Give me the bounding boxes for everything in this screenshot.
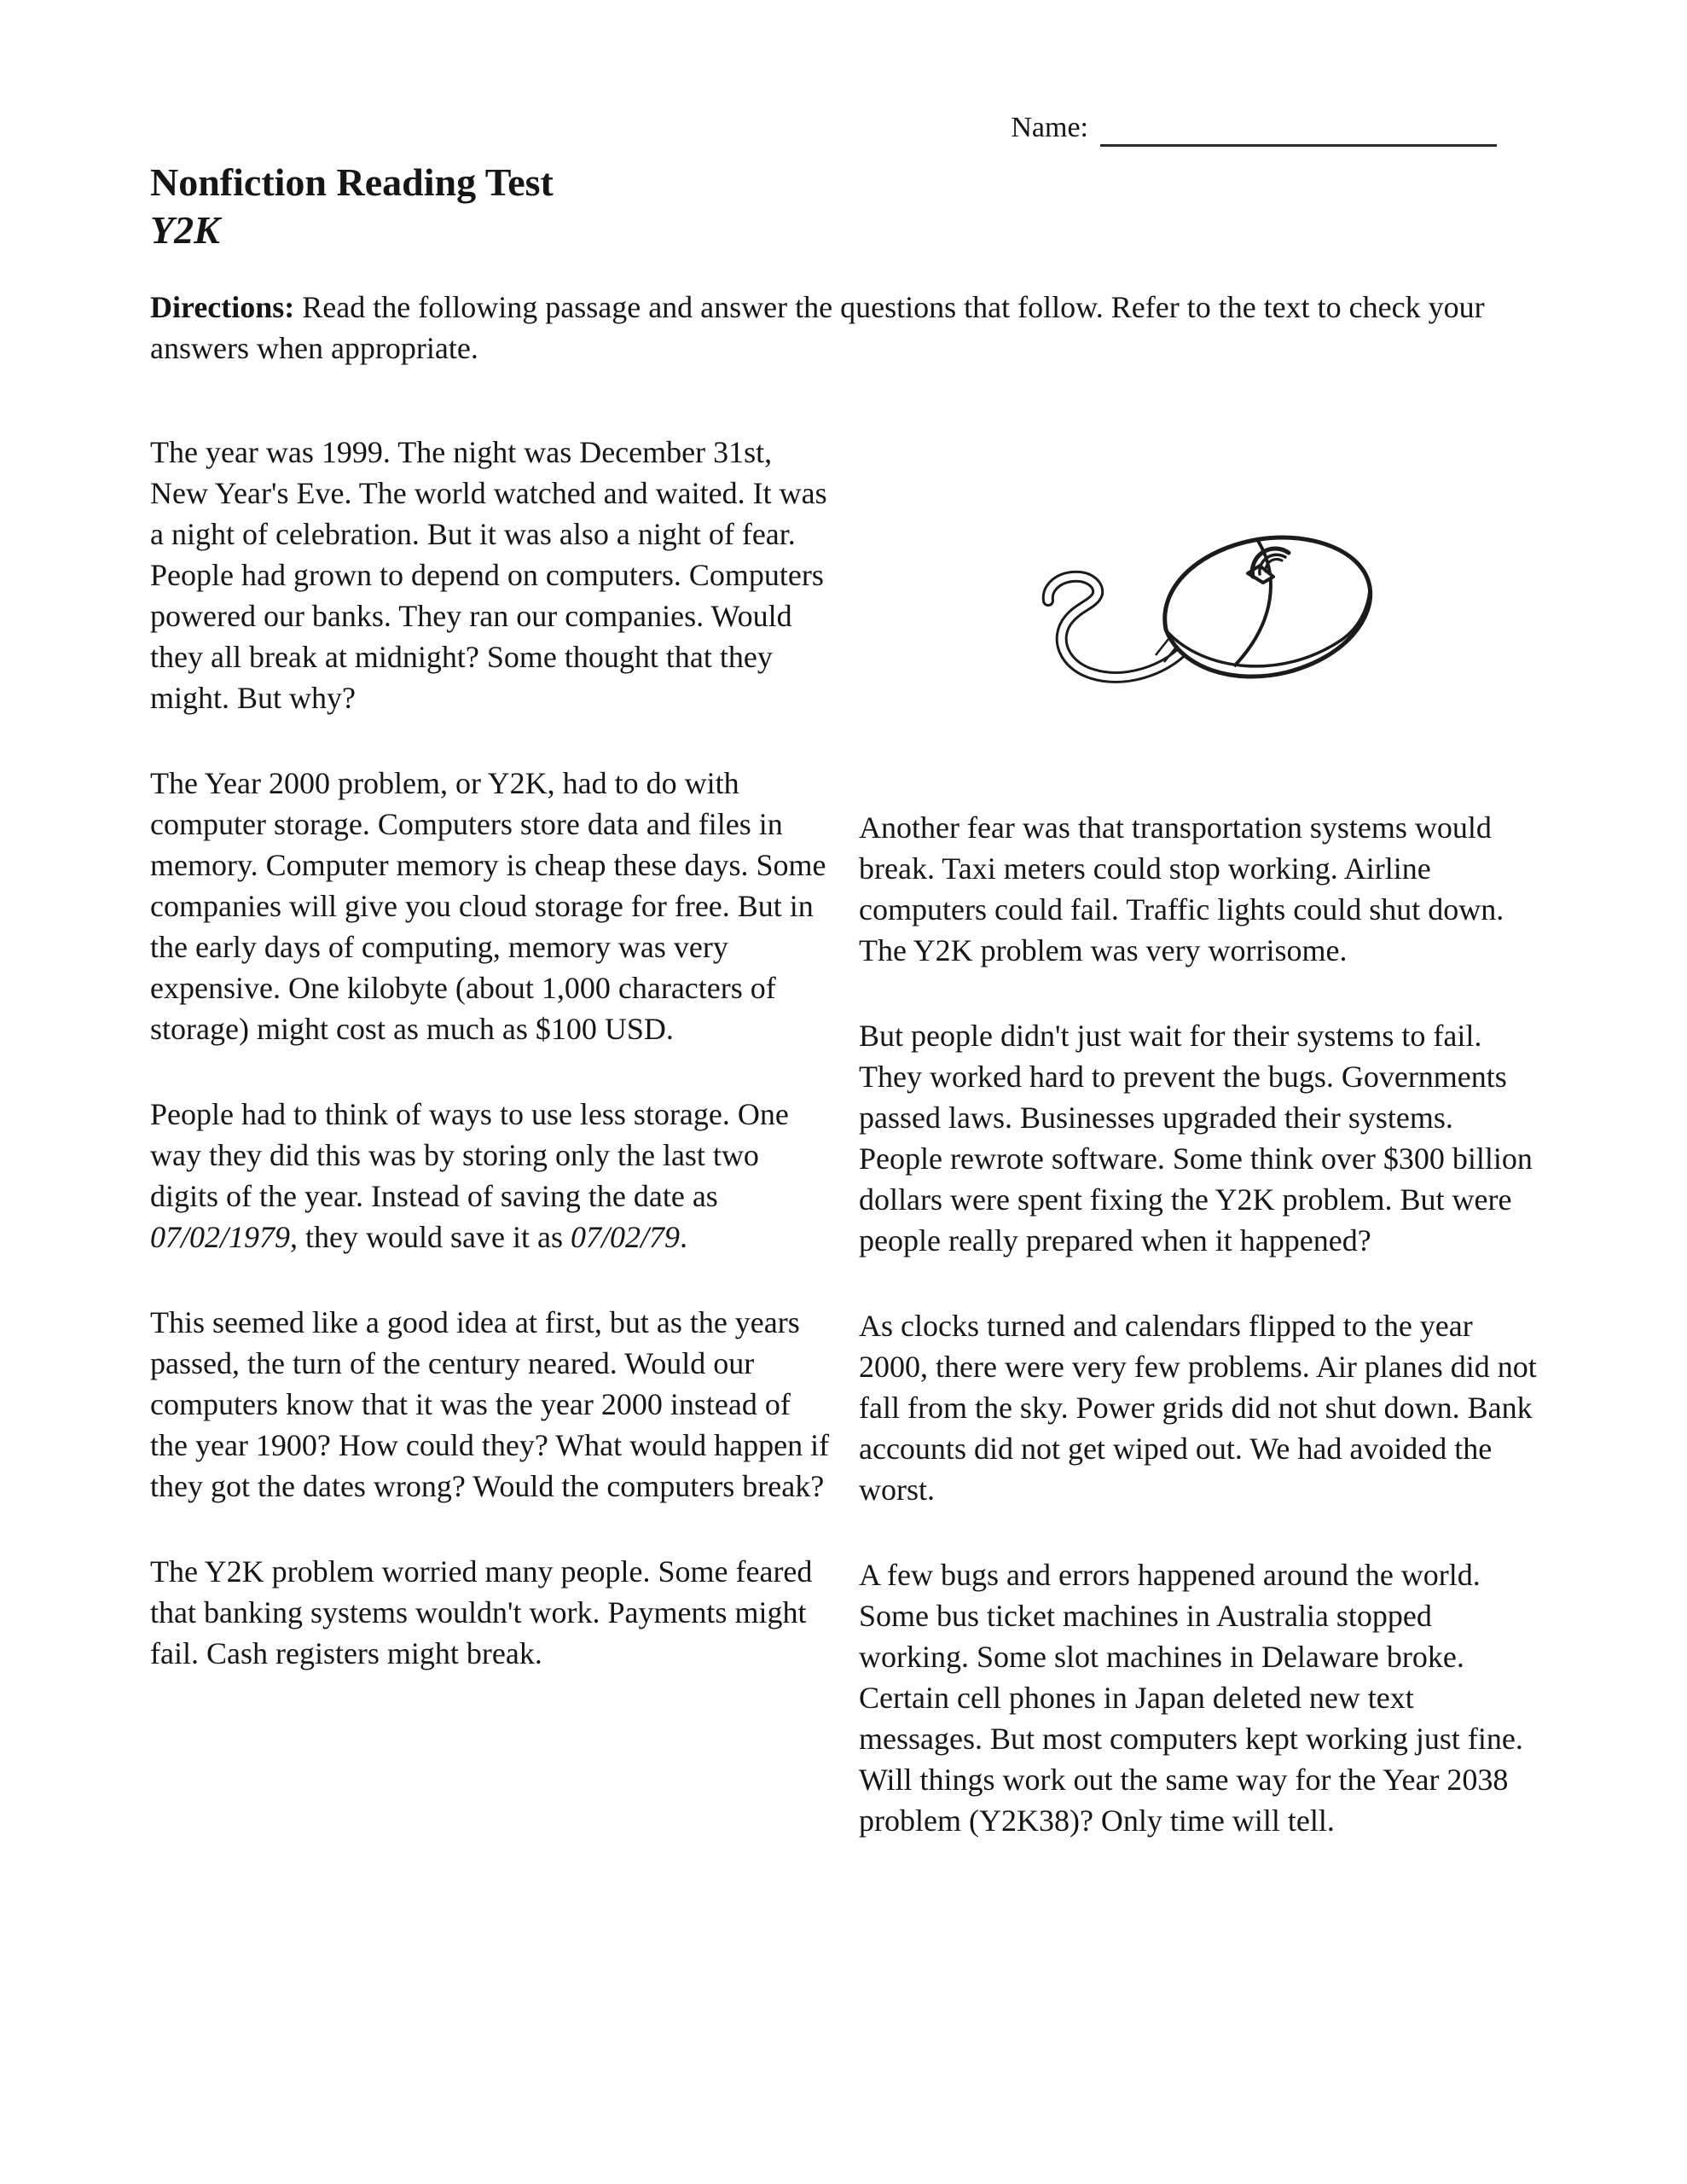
passage-paragraph: This seemed like a good idea at first, but as the years passed, the turn of the century neared. Would our computers know that it was the year 2000 instead of the year 1900? How could they? What would happen if they got the dates wrong? Would the computers break? <box>150 1305 830 1503</box>
name-underline <box>1100 110 1497 147</box>
mouse-figure <box>859 432 1541 807</box>
passage-paragraph: Another fear was that transportation systems would break. Taxi meters could stop working. Airline computers could fail. Traffic lights could shut down. The Y2K problem was very worrisome. <box>859 810 1504 967</box>
passage-paragraph: The Y2K problem worried many people. Some feared that banking systems wouldn't work. Payments might fail. Cash registers might break. <box>150 1554 813 1670</box>
page-title: Nonfiction Reading Test <box>150 160 554 204</box>
page-subtitle: Y2K <box>150 208 220 252</box>
passage-right-column <box>859 432 1541 1885</box>
date-long-italic: 07/02/1979 <box>150 1220 291 1254</box>
paragraph-segment: , they would save it as <box>290 1220 571 1254</box>
passage-left-column <box>150 432 832 1885</box>
directions-text: Read the following passage and answer the questions that follow. Refer to the text to check your answers when appropriate. <box>150 290 1485 365</box>
computer-mouse-icon <box>1029 527 1379 702</box>
passage-paragraph: The Year 2000 problem, or Y2K, had to do with computer storage. Computers store data and files in memory. Computer memory is cheap these days. Some companies will give you cloud storage for free. But in the early days of computing, memory was very expensive. One kilobyte (about 1,000 characters of storage) might cost as much as $100 USD. <box>150 766 826 1046</box>
passage-paragraph: A few bugs and errors happened around the world. Some bus ticket machines in Australia stopped working. Some slot machines in Delaware broke. Certain cell phones in Japan deleted new text messages. But most computers kept working just fine. Will things work out the same way for the Year 2038 problem (Y2K38)? Only time will tell. <box>859 1558 1523 1838</box>
passage-paragraph: The year was 1999. The night was December 31st, New Year's Eve. The world watched and waited. It was a night of celebration. But it was also a night of fear. People had grown to depend on computers. Computers powered our banks. They ran our companies. Would they all break at midnight? Some thought that they might. But why? <box>150 435 827 715</box>
directions-label: Directions: <box>150 290 295 324</box>
paragraph-segment: . <box>679 1220 687 1254</box>
directions <box>150 287 1487 369</box>
passage-paragraph: But people didn't just wait for their systems to fail. They worked hard to prevent the bugs. Governments passed laws. Businesses upgraded their systems. People rewrote software. Some think over $300 billion dollars were spent fixing the Y2K problem. But were people really prepared when it happened? <box>859 1019 1533 1258</box>
passage-paragraph: As clocks turned and calendars flipped to the year 2000, there were very few problems. Air planes did not fall from the sky. Power grids did not shut down. Bank accounts did not get wiped out. We had avoided the worst. <box>859 1309 1537 1507</box>
paragraph-segment: People had to think of ways to use less storage. One way they did this was by storing only the last two digits of the year. Instead of saving the date as <box>150 1097 789 1213</box>
title-block <box>150 159 1687 254</box>
date-short-italic: 07/02/79 <box>570 1220 680 1254</box>
passage-paragraph <box>150 1094 832 1258</box>
name-label: Name: <box>1011 112 1088 143</box>
name-field <box>0 0 1497 147</box>
passage-columns <box>150 432 1687 1885</box>
